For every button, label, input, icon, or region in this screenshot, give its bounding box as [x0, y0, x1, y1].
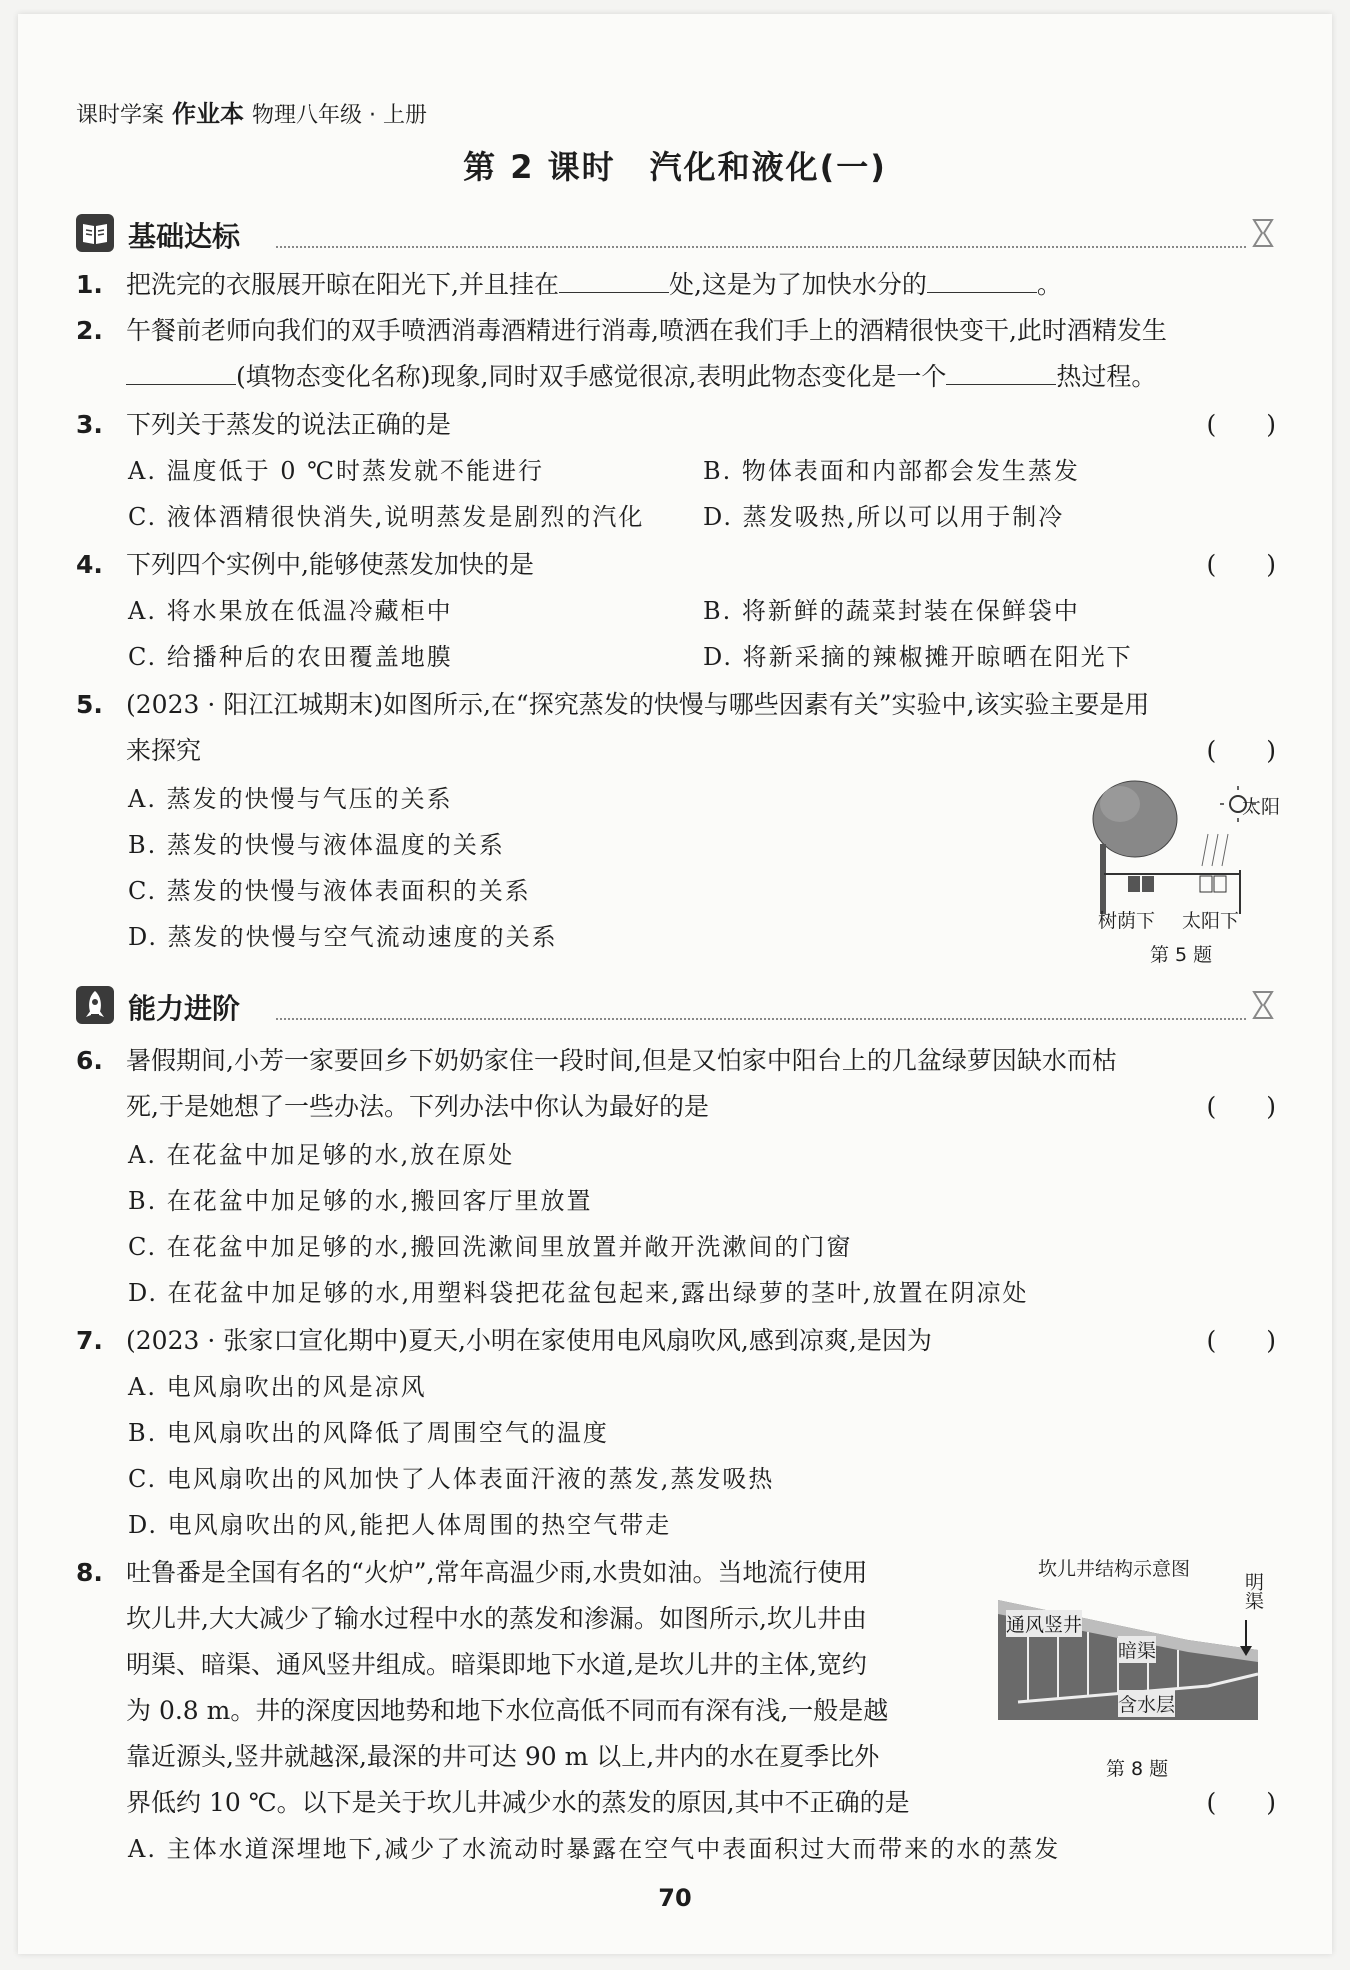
- page: [18, 14, 1332, 1954]
- question-text: [126, 270, 1062, 300]
- answer-blank[interactable]: [126, 362, 236, 385]
- answer-blank[interactable]: [927, 270, 1037, 293]
- answer-bracket[interactable]: ( ): [1206, 410, 1276, 439]
- hourglass-icon: [1250, 218, 1276, 248]
- option-c: C. 给播种后的农田覆盖地膜: [128, 643, 453, 671]
- question-text: (2023 · 阳江江城期末)如图所示,在“探究蒸发的快慢与哪些因素有关”实验中,该实验主要是用: [126, 690, 1150, 719]
- option-c: C. 电风扇吹出的风加快了人体表面汗液的蒸发,蒸发吸热: [128, 1465, 775, 1493]
- question-text: 下列关于蒸发的说法正确的是: [126, 410, 452, 439]
- question-number: 3.: [76, 410, 103, 439]
- figure-caption: 第 5 题: [1150, 944, 1213, 966]
- option-d: D. 蒸发吸热,所以可以用于制冷: [703, 503, 1065, 531]
- answer-blank[interactable]: [559, 270, 669, 293]
- label-shade: 树荫下: [1098, 910, 1156, 932]
- label-shaft: 通风竖井: [1006, 1610, 1082, 1637]
- figure-title: 坎儿井结构示意图: [1038, 1558, 1191, 1580]
- header-book: 作业本: [172, 100, 245, 128]
- header-subject: 物理八年级 · 上册: [252, 103, 427, 128]
- question-text: 死,于是她想了一些办法。下列办法中你认为最好的是: [126, 1092, 709, 1121]
- question-number: 2.: [76, 316, 103, 345]
- question-number: 4.: [76, 550, 103, 579]
- option-b: B. 物体表面和内部都会发生蒸发: [703, 457, 1080, 485]
- option-d: D. 将新采摘的辣椒摊开晾晒在阳光下: [703, 643, 1133, 671]
- section-advanced-header: [76, 984, 1276, 1028]
- question-text: 吐鲁番是全国有名的“火炉”,常年高温少雨,水贵如油。当地流行使用: [126, 1558, 868, 1587]
- section-basic-title: 基础达标: [128, 220, 241, 253]
- label-dark-channel: 暗渠: [1118, 1636, 1156, 1663]
- question-text: 靠近源头,竖井就越深,最深的井可达 90 m 以上,井内的水在夏季比外: [126, 1742, 880, 1771]
- question-text: 下列四个实例中,能够使蒸发加快的是: [126, 550, 534, 579]
- label-sunlight: 太阳下: [1182, 910, 1240, 932]
- running-header: [76, 94, 427, 129]
- section-divider: [276, 1018, 1246, 1020]
- lesson-title: 第 2 课时 汽化和液化(一): [463, 148, 887, 186]
- answer-blank[interactable]: [946, 362, 1056, 385]
- page-number: 70: [658, 1884, 692, 1912]
- q2-text-a: (填物态变化名称)现象,同时双手感觉很凉,表明此物态变化是一个: [236, 362, 947, 391]
- question-text: 暑假期间,小芳一家要回乡下奶奶家住一段时间,但是又怕家中阳台上的几盆绿萝因缺水而枯: [126, 1046, 1117, 1075]
- answer-bracket[interactable]: ( ): [1206, 1092, 1276, 1121]
- hourglass-icon: [1250, 990, 1276, 1020]
- question-number: 1.: [76, 270, 103, 299]
- question-text: 界低约 10 ℃。以下是关于坎儿井减少水的蒸发的原因,其中不正确的是: [126, 1788, 910, 1817]
- option-b: B. 电风扇吹出的风降低了周围空气的温度: [128, 1419, 609, 1447]
- question-text: (2023 · 张家口宣化期中)夏天,小明在家使用电风扇吹风,感到凉爽,是因为: [126, 1326, 932, 1355]
- question-text: 坎儿井,大大减少了输水过程中水的蒸发和渗漏。如图所示,坎儿井由: [126, 1604, 867, 1633]
- option-d: D. 在花盆中加足够的水,用塑料袋把花盆包起来,露出绿萝的茎叶,放置在阴凉处: [128, 1279, 1029, 1307]
- option-c: C. 液体酒精很快消失,说明蒸发是剧烈的汽化: [128, 503, 645, 531]
- option-a: A. 电风扇吹出的风是凉风: [128, 1373, 427, 1401]
- option-b: B. 将新鲜的蔬菜封装在保鲜袋中: [703, 597, 1080, 625]
- q1-text-b: 处,这是为了加快水分的: [668, 270, 927, 299]
- question-number: 7.: [76, 1326, 103, 1355]
- option-a: A. 主体水道深埋地下,减少了水流动时暴露在空气中表面积过大而带来的水的蒸发: [128, 1835, 1061, 1863]
- book-icon: [76, 214, 114, 252]
- option-b: B. 在花盆中加足够的水,搬回客厅里放置: [128, 1187, 593, 1215]
- option-b: B. 蒸发的快慢与液体温度的关系: [128, 831, 505, 859]
- figure-q8: [978, 1554, 1298, 1780]
- question-text: 为 0.8 m。井的深度因地势和地下水位高低不同而有深有浅,一般是越: [126, 1696, 889, 1725]
- q1-text-a: 把洗完的衣服展开晾在阳光下,并且挂在: [126, 270, 559, 299]
- q1-text-c: 。: [1036, 270, 1062, 299]
- answer-bracket[interactable]: ( ): [1206, 550, 1276, 579]
- question-text: 明渠、暗渠、通风竖井组成。暗渠即地下水道,是坎儿井的主体,宽约: [126, 1650, 867, 1679]
- option-a: A. 温度低于 0 ℃时蒸发就不能进行: [128, 457, 544, 485]
- section-basic-header: [76, 212, 1276, 256]
- section-advanced-title: 能力进阶: [128, 992, 241, 1025]
- question-number: 6.: [76, 1046, 103, 1075]
- section-divider: [276, 246, 1246, 248]
- question-text: 来探究: [126, 736, 202, 765]
- option-a: A. 在花盆中加足够的水,放在原处: [128, 1141, 515, 1169]
- option-a: A. 蒸发的快慢与气压的关系: [128, 785, 453, 813]
- question-text: [126, 362, 1156, 392]
- option-a: A. 将水果放在低温冷藏柜中: [128, 597, 453, 625]
- label-aquifer: 含水层: [1118, 1690, 1175, 1717]
- question-text: 午餐前老师向我们的双手喷洒消毒酒精进行消毒,喷洒在我们手上的酒精很快变干,此时酒精发生: [126, 316, 1167, 345]
- q2-text-b: 热过程。: [1056, 362, 1157, 391]
- label-sun: 太阳: [1242, 796, 1281, 818]
- answer-bracket[interactable]: ( ): [1206, 1788, 1276, 1817]
- header-series: 课时学案: [76, 103, 165, 128]
- option-c: C. 在花盆中加足够的水,搬回洗漱间里放置并敞开洗漱间的门窗: [128, 1233, 853, 1261]
- answer-bracket[interactable]: ( ): [1206, 1326, 1276, 1355]
- figure-caption: 第 8 题: [1106, 1758, 1169, 1780]
- rocket-icon: [76, 986, 114, 1024]
- option-c: C. 蒸发的快慢与液体表面积的关系: [128, 877, 531, 905]
- option-d: D. 电风扇吹出的风,能把人体周围的热空气带走: [128, 1511, 672, 1539]
- question-number: 5.: [76, 690, 103, 719]
- question-number: 8.: [76, 1558, 103, 1587]
- answer-bracket[interactable]: ( ): [1206, 736, 1276, 765]
- option-d: D. 蒸发的快慢与空气流动速度的关系: [128, 923, 558, 951]
- label-open-channel: 明渠: [1242, 1572, 1264, 1610]
